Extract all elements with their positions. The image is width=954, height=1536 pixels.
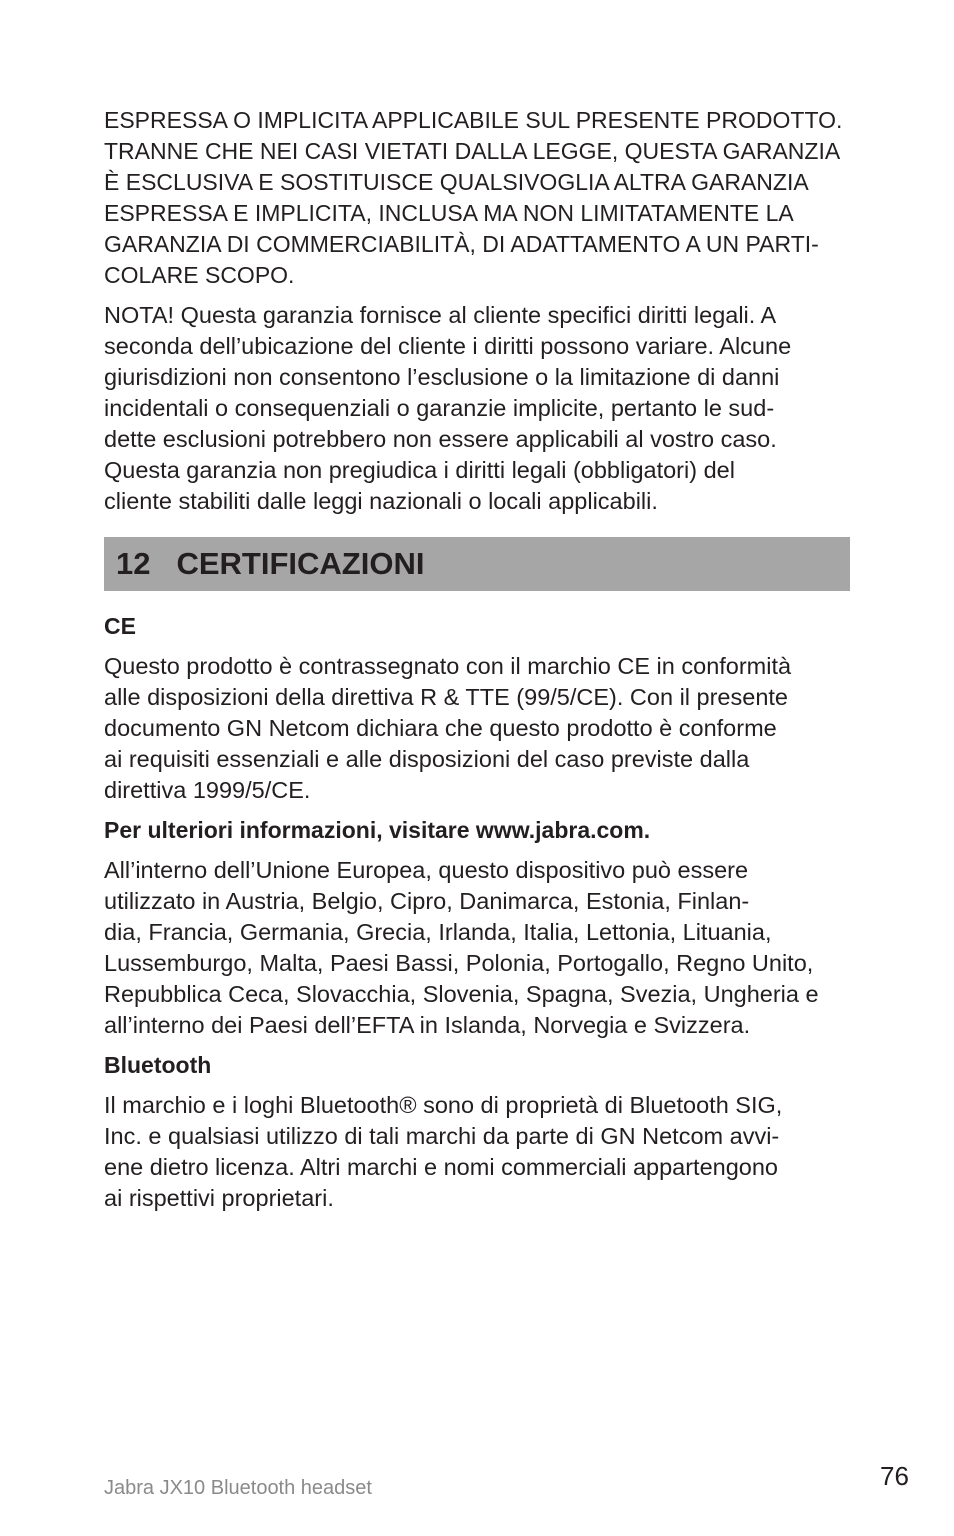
text-line: incidentali o consequenziali o garanzie implicite, pertanto le sud- bbox=[104, 395, 775, 421]
text-line: Il marchio e i loghi Bluetooth® sono di proprietà di Bluetooth SIG, bbox=[104, 1092, 783, 1118]
section-number: 12 bbox=[116, 546, 151, 581]
ce-heading: CE bbox=[104, 613, 136, 639]
text-line: utilizzato in Austria, Belgio, Cipro, Danimarca, Estonia, Finlan- bbox=[104, 888, 750, 914]
bluetooth-paragraph bbox=[104, 1090, 864, 1214]
page-number: 76 bbox=[880, 1461, 909, 1491]
text-line: documento GN Netcom dichiara che questo prodotto è conforme bbox=[104, 715, 777, 741]
text-line: Inc. e qualsiasi utilizzo di tali marchi da parte di GN Netcom avvi- bbox=[104, 1123, 780, 1149]
text-line: all’interno dei Paesi dell’EFTA in Islanda, Norvegia e Svizzera. bbox=[104, 1012, 751, 1038]
eu-paragraph bbox=[104, 855, 864, 1041]
warranty-note bbox=[104, 300, 864, 517]
text-line: alle disposizioni della direttiva R & TTE (99/5/CE). Con il presente bbox=[104, 684, 788, 710]
section-title: CERTIFICAZIONI bbox=[176, 546, 425, 581]
text-line: ai requisiti essenziali e alle disposizioni del caso previste dalla bbox=[104, 746, 750, 772]
text-line: dette esclusioni potrebbero non essere applicabili al vostro caso. bbox=[104, 426, 777, 452]
text-line: Lussemburgo, Malta, Paesi Bassi, Polonia, Portogallo, Regno Unito, bbox=[104, 950, 814, 976]
ce-paragraph bbox=[104, 651, 864, 806]
text-line: seconda dell’ubicazione del cliente i diritti possono variare. Alcune bbox=[104, 333, 792, 359]
warranty-disclaimer bbox=[104, 105, 864, 291]
text-line: All’interno dell’Unione Europea, questo dispositivo può essere bbox=[104, 857, 749, 883]
text-line: ESPRESSA E IMPLICITA, INCLUSA MA NON LIMITATAMENTE LA bbox=[104, 200, 794, 226]
text-line: ai rispettivi proprietari. bbox=[104, 1185, 334, 1211]
page-content bbox=[104, 105, 864, 1223]
text-line: È ESCLUSIVA E SOSTITUISCE QUALSIVOGLIA ALTRA GARANZIA bbox=[104, 169, 809, 195]
bluetooth-heading: Bluetooth bbox=[104, 1052, 212, 1078]
text-line: cliente stabiliti dalle leggi nazionali o locali applicabili. bbox=[104, 488, 658, 514]
text-line: giurisdizioni non consentono l’esclusione o la limitazione di danni bbox=[104, 364, 780, 390]
ce-info-line: Per ulteriori informazioni, visitare www.jabra.com. bbox=[104, 817, 651, 843]
text-line: Questa garanzia non pregiudica i diritti legali (obbligatori) del bbox=[104, 457, 735, 483]
text-line: direttiva 1999/5/CE. bbox=[104, 777, 311, 803]
text-line: ene dietro licenza. Altri marchi e nomi commerciali appartengono bbox=[104, 1154, 778, 1180]
footer-product-name: Jabra JX10 Bluetooth headset bbox=[104, 1477, 372, 1499]
text-line: TRANNE CHE NEI CASI VIETATI DALLA LEGGE, QUESTA GARANZIA bbox=[104, 138, 841, 164]
text-line: Repubblica Ceca, Slovacchia, Slovenia, Spagna, Svezia, Ungheria e bbox=[104, 981, 819, 1007]
text-line: NOTA! Questa garanzia fornisce al cliente specifici diritti legali. A bbox=[104, 302, 777, 328]
text-line: COLARE SCOPO. bbox=[104, 262, 295, 288]
text-line: dia, Francia, Germania, Grecia, Irlanda, Italia, Lettonia, Lituania, bbox=[104, 919, 772, 945]
section-header bbox=[104, 537, 850, 591]
text-line: GARANZIA DI COMMERCIABILITÀ, DI ADATTAMENTO A UN PARTI- bbox=[104, 231, 819, 257]
text-line: ESPRESSA O IMPLICITA APPLICABILE SUL PRESENTE PRODOTTO. bbox=[104, 107, 843, 133]
text-line: Questo prodotto è contrassegnato con il marchio CE in conformità bbox=[104, 653, 792, 679]
